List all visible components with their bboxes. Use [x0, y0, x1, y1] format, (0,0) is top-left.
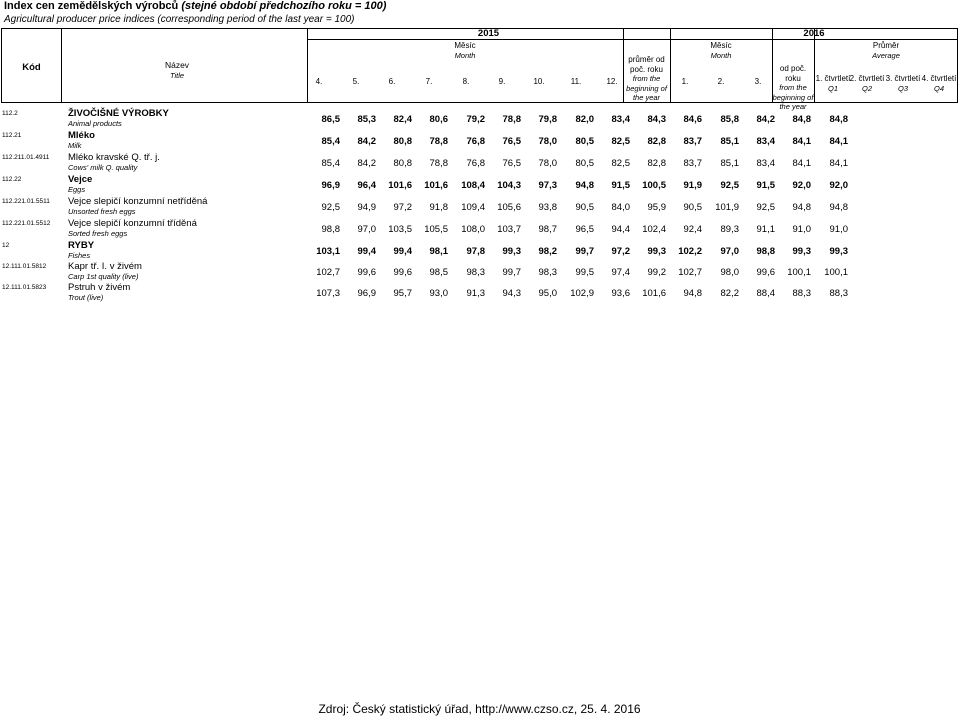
table-cell: 79,2	[466, 114, 485, 125]
source-note: Zdroj: Český statistický úřad, http://www.czso.cz, 25. 4. 2016	[318, 702, 641, 716]
header-month-2016: Měsíc Month	[710, 41, 732, 60]
header-month-2016-2: 2.	[717, 77, 725, 86]
header-year-2016: 2016	[803, 28, 825, 39]
table-cell: 99,3	[792, 246, 811, 257]
table-cell: 91,5	[611, 180, 630, 191]
row-code: 112.211.01.4911	[2, 154, 50, 161]
table-cell: 94,8	[792, 202, 811, 213]
table-cell: 80,5	[575, 136, 594, 147]
table-cell: 97,8	[466, 246, 485, 257]
row-code: 112.2	[2, 110, 18, 117]
table-cell: 78,8	[429, 136, 448, 147]
table-cell: 83,4	[756, 136, 775, 147]
page-subtitle: Agricultural producer price indices (corresponding period of the last year = 100)	[4, 14, 355, 25]
table-cell: 99,3	[829, 246, 848, 257]
header-month-2015-1: 4.	[315, 77, 323, 86]
table-cell: 85,4	[321, 136, 340, 147]
row-name-en: Unsorted fresh eggs	[68, 207, 136, 216]
table-cell: 93,6	[611, 288, 630, 299]
row-name-cz: Pstruh v živém	[68, 282, 131, 293]
table-cell: 96,9	[357, 288, 376, 299]
table-cell: 92,0	[792, 180, 811, 191]
table-cell: 85,4	[321, 158, 340, 169]
table-cell: 97,4	[611, 267, 630, 278]
table-cell: 80,5	[575, 158, 594, 169]
table-cell: 78,8	[429, 158, 448, 169]
table-cell: 76,5	[502, 158, 521, 169]
table-cell: 82,0	[575, 114, 594, 125]
table-cell: 78,0	[538, 136, 557, 147]
table-cell: 84,1	[829, 136, 848, 147]
table-cell: 85,1	[720, 158, 739, 169]
header-quarter-3: 3. čtvrtletí Q3	[885, 74, 921, 93]
table-cell: 94,8	[829, 202, 848, 213]
table-cell: 76,5	[502, 136, 521, 147]
table-cell: 91,0	[829, 224, 848, 235]
table-cell: 92,5	[720, 180, 739, 191]
table-cell: 109,4	[461, 202, 485, 213]
header-month-2015-5: 8.	[462, 77, 470, 86]
table-cell: 83,7	[683, 136, 702, 147]
table-cell: 99,6	[756, 267, 775, 278]
table-cell: 84,8	[829, 114, 848, 125]
table-cell: 99,5	[575, 267, 594, 278]
table-cell: 94,8	[575, 180, 594, 191]
table-cell: 78,8	[502, 114, 521, 125]
table-cell: 99,3	[502, 246, 521, 257]
page-title	[4, 0, 386, 12]
table-cell: 82,5	[611, 136, 630, 147]
table-cell: 103,5	[388, 224, 412, 235]
table-cell: 91,5	[756, 180, 775, 191]
table-cell: 96,5	[575, 224, 594, 235]
row-code: 12	[2, 242, 10, 249]
table-cell: 103,1	[316, 246, 340, 257]
table-cell: 98,5	[429, 267, 448, 278]
header-quarter-4: 4. čtvrtletí Q4	[921, 74, 957, 93]
table-cell: 98,8	[756, 246, 775, 257]
table-cell: 84,3	[647, 114, 666, 125]
row-name-cz: Vejce slepičí konzumní tříděná	[68, 218, 197, 229]
row-name-en: Sorted fresh eggs	[68, 229, 128, 238]
table-cell: 88,3	[792, 288, 811, 299]
table-cell: 86,5	[321, 114, 340, 125]
header-month-2015-9: 12.	[606, 77, 618, 86]
header-month-2015-2: 5.	[352, 77, 360, 86]
table-cell: 101,6	[642, 288, 666, 299]
table-cell: 98,7	[538, 224, 557, 235]
table-cell: 108,0	[461, 224, 485, 235]
table-cell: 90,5	[575, 202, 594, 213]
table-cell: 82,8	[647, 158, 666, 169]
title-main: Index cen zemědělských výrobců	[4, 0, 179, 12]
header-quarter-1: 1. čtvrtletí Q1	[815, 74, 851, 93]
table-cell: 82,4	[393, 114, 412, 125]
table-cell: 76,8	[466, 136, 485, 147]
table-cell: 79,8	[538, 114, 557, 125]
table-cell: 91,1	[756, 224, 775, 235]
title-italic: (stejné období předchozího roku = 100)	[181, 0, 387, 12]
row-code: 12.111.01.5812	[2, 263, 47, 270]
table-cell: 104,3	[497, 180, 521, 191]
header-ytd-2015: průměr od poč. roku from the beginning of the year	[626, 55, 667, 102]
table-cell: 102,7	[678, 267, 702, 278]
table-cell: 83,4	[756, 158, 775, 169]
table-cell: 88,3	[829, 288, 848, 299]
table-cell: 98,3	[538, 267, 557, 278]
table-header	[1, 28, 958, 111]
row-name-en: Eggs	[68, 185, 86, 194]
table-cell: 98,1	[429, 246, 448, 257]
table-cell: 99,4	[393, 246, 412, 257]
row-name-en: Cows' milk Q. quality	[68, 163, 138, 172]
table-cell: 82,5	[611, 158, 630, 169]
row-name-en: Trout (live)	[68, 293, 104, 302]
row-code: 12.111.01.5823	[2, 284, 47, 291]
row-name-en: Milk	[68, 141, 82, 150]
header-month-2016-3: 3.	[754, 77, 762, 86]
table-cell: 84,1	[792, 136, 811, 147]
table-cell: 80,6	[429, 114, 448, 125]
table-cell: 92,5	[756, 202, 775, 213]
header-name-cz: Název	[164, 60, 190, 70]
table-cell: 84,2	[756, 114, 775, 125]
table-cell: 105,5	[424, 224, 448, 235]
table-cell: 99,7	[502, 267, 521, 278]
table-cell: 91,8	[429, 202, 448, 213]
table-cell: 99,3	[647, 246, 666, 257]
table-cell: 98,3	[466, 267, 485, 278]
row-name-en: Carp 1st quality (live)	[68, 272, 139, 281]
table-cell: 97,2	[611, 246, 630, 257]
table-cell: 102,4	[642, 224, 666, 235]
table-cell: 92,0	[829, 180, 848, 191]
table-cell: 97,0	[357, 224, 376, 235]
table-cell: 100,1	[787, 267, 811, 278]
table-cell: 82,8	[647, 136, 666, 147]
row-code: 112.21	[2, 132, 22, 139]
table-cell: 92,4	[683, 224, 702, 235]
table-cell: 97,3	[538, 180, 557, 191]
header-month-2015-4: 7.	[425, 77, 433, 86]
table-cell: 98,0	[720, 267, 739, 278]
row-name-cz: Kapr tř. I. v živém	[68, 261, 142, 272]
table-cell: 101,6	[388, 180, 412, 191]
table-cell: 83,7	[683, 158, 702, 169]
header-ytd-2016: od poč. roku from the beginning of the year	[772, 64, 814, 111]
table-cell: 84,2	[357, 158, 376, 169]
table-cell: 89,3	[720, 224, 739, 235]
table-cell: 99,2	[647, 267, 666, 278]
table-cell: 91,9	[683, 180, 702, 191]
table-cell: 102,7	[316, 267, 340, 278]
table-cell: 80,8	[393, 136, 412, 147]
header-code: Kód	[22, 62, 41, 73]
table-cell: 98,8	[321, 224, 340, 235]
table-cell: 84,6	[683, 114, 702, 125]
row-code: 112.22	[2, 176, 22, 183]
table-cell: 85,1	[720, 136, 739, 147]
header-month-2015: Měsíc Month	[454, 41, 476, 60]
table-cell: 92,5	[321, 202, 340, 213]
table-cell: 95,7	[393, 288, 412, 299]
header-year-2015: 2015	[477, 28, 500, 39]
table-cell: 76,8	[466, 158, 485, 169]
table-cell: 97,2	[393, 202, 412, 213]
table-cell: 94,8	[683, 288, 702, 299]
table-cell: 105,6	[497, 202, 521, 213]
table-cell: 100,1	[824, 267, 848, 278]
table-cell: 80,8	[393, 158, 412, 169]
table-cell: 94,3	[502, 288, 521, 299]
table-cell: 99,7	[575, 246, 594, 257]
table-cell: 101,6	[424, 180, 448, 191]
table-cell: 84,1	[792, 158, 811, 169]
row-name-cz: Mléko kravské Q. tř. j.	[68, 152, 160, 163]
table-cell: 99,4	[357, 246, 376, 257]
row-name-cz: Vejce slepičí konzumní netříděná	[68, 196, 208, 207]
table-cell: 108,4	[461, 180, 485, 191]
header-month-2016-1: 1.	[681, 77, 689, 86]
row-name-cz: Mléko	[68, 130, 95, 141]
table-cell: 88,4	[756, 288, 775, 299]
header-quarter-2: 2. čtvrtletí Q2	[849, 74, 885, 93]
header-month-2015-3: 6.	[388, 77, 396, 86]
table-cell: 107,3	[316, 288, 340, 299]
table-cell: 95,9	[647, 202, 666, 213]
table-cell: 99,6	[393, 267, 412, 278]
row-name-en: Fishes	[68, 251, 91, 260]
table-cell: 96,9	[321, 180, 340, 191]
table-cell: 78,0	[538, 158, 557, 169]
header-average: Průměr Average	[872, 41, 900, 60]
table-cell: 95,0	[538, 288, 557, 299]
header-name	[142, 61, 212, 80]
table-cell: 100,5	[642, 180, 666, 191]
table-cell: 84,1	[829, 158, 848, 169]
table-cell: 96,4	[357, 180, 376, 191]
row-name-cz: ŽIVOČIŠNÉ VÝROBKY	[68, 108, 169, 119]
table-cell: 85,3	[357, 114, 376, 125]
row-name-en: Animal products	[68, 119, 122, 128]
table-cell: 93,8	[538, 202, 557, 213]
header-month-2015-6: 9.	[498, 77, 506, 86]
table-cell: 83,4	[611, 114, 630, 125]
table-cell: 98,2	[538, 246, 557, 257]
table-cell: 93,0	[429, 288, 448, 299]
table-cell: 84,0	[611, 202, 630, 213]
table-cell: 101,9	[715, 202, 739, 213]
table-cell: 84,8	[792, 114, 811, 125]
table-cell: 102,2	[678, 246, 702, 257]
table-cell: 94,9	[357, 202, 376, 213]
table-cell: 90,5	[683, 202, 702, 213]
table-cell: 94,4	[611, 224, 630, 235]
table-cell: 91,3	[466, 288, 485, 299]
table-cell: 85,8	[720, 114, 739, 125]
table-cell: 99,6	[357, 267, 376, 278]
table-cell: 102,9	[570, 288, 594, 299]
table-cell: 97,0	[720, 246, 739, 257]
table-cell: 91,0	[792, 224, 811, 235]
row-code: 112.221.01.5512	[2, 220, 51, 227]
table-cell: 103,7	[497, 224, 521, 235]
row-name-cz: Vejce	[68, 174, 93, 185]
row-code: 112.221.01.5511	[2, 198, 50, 205]
header-name-en: Title	[169, 70, 185, 80]
header-month-2015-7: 10.	[533, 77, 545, 86]
header-month-2015-8: 11.	[570, 77, 582, 86]
table-cell: 82,2	[720, 288, 739, 299]
row-name-cz: RYBY	[68, 240, 95, 251]
table-cell: 84,2	[357, 136, 376, 147]
